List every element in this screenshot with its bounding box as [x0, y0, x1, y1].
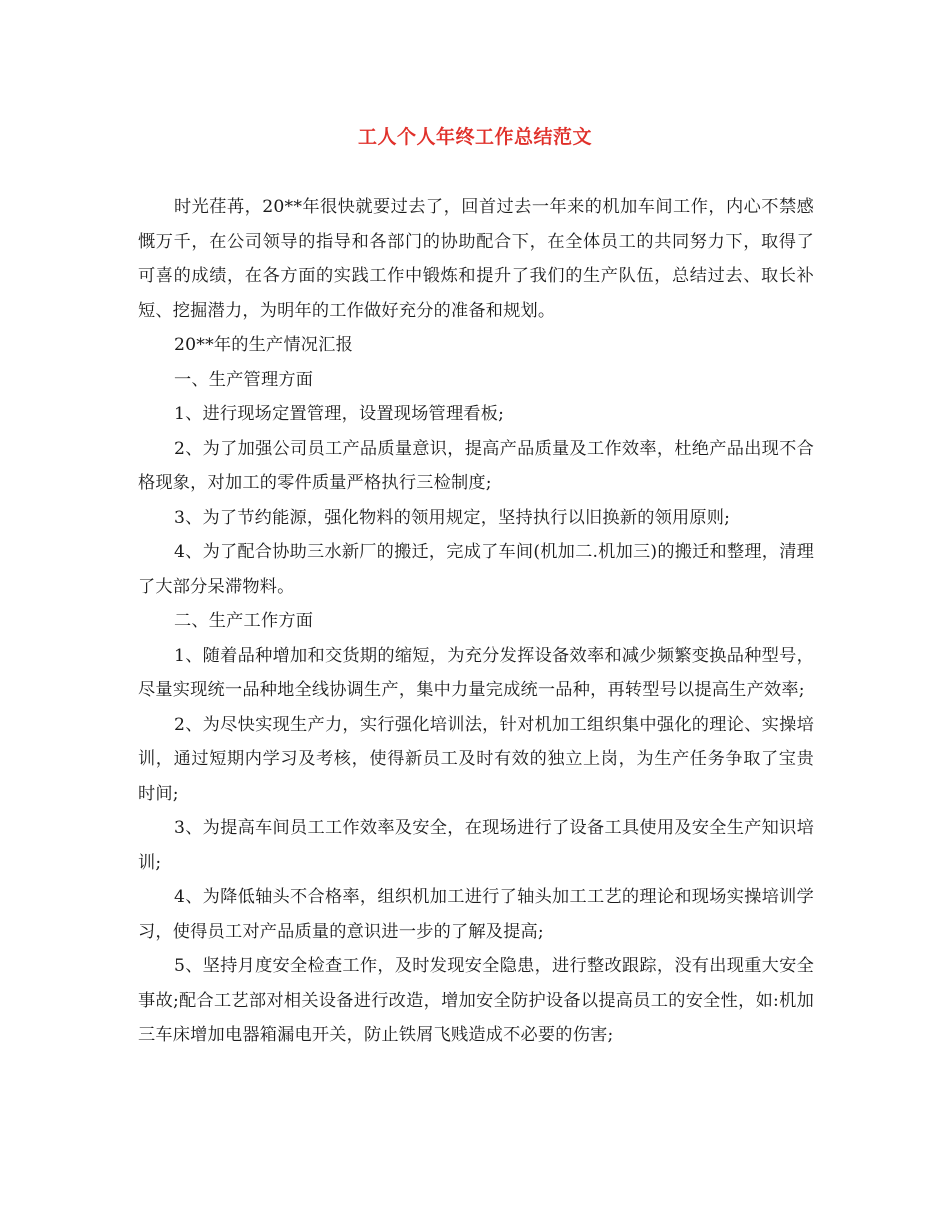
paragraph-work-item-5: 5、坚持月度安全检查工作，及时发现安全隐患，进行整改跟踪，没有出现重大安全事故;配合工艺部对相关设备进行改造，增加安全防护设备以提高员工的安全性，如:机加三车床增加电器箱漏电开关，防止铁屑飞贱造成不必要的伤害; — [138, 956, 814, 1045]
paragraph-intro: 时光荏苒，20**年很快就要过去了，回首过去一年来的机加车间工作，内心不禁感慨万千，在公司领导的指导和各部门的协助配合下，在全体员工的共同努力下，取得了可喜的成绩，在各方面的实践工作中锻炼和提升了我们的生产队伍，总结过去、取长补短、挖掘潜力，为明年的工作做好充分的准备和规划。 — [138, 197, 814, 321]
document-title: 工人个人年终工作总结范文 — [357, 126, 592, 148]
paragraph-work-item-2: 2、为尽快实现生产力，实行强化培训法，针对机加工组织集中强化的理论、实操培训，通过短期内学习及考核，使得新员工及时有效的独立上岗，为生产任务争取了宝贵时间; — [138, 714, 814, 804]
section-heading-production-work: 二、生产工作方面 — [174, 611, 314, 631]
paragraph-work-item-3: 3、为提高车间员工工作效率及安全，在现场进行了设备工具使用及安全生产知识培训; — [138, 818, 814, 873]
paragraph-work-item-4: 4、为降低轴头不合格率，组织机加工进行了轴头加工工艺的理论和现场实操培训学习，使得员工对产品质量的意识进一步的了解及提高; — [138, 887, 814, 942]
paragraph-work-item-1: 1、随着品种增加和交货期的缩短，为充分发挥设备效率和减少频繁变换品种型号，尽量实现统一品种地全线协调生产，集中力量完成统一品种，再转型号以提高生产效率; — [138, 645, 814, 700]
paragraph-management-item-3: 3、为了节约能源，强化物料的领用规定，坚持执行以旧换新的领用原则; — [174, 507, 731, 528]
paragraph-report-heading: 20**年的生产情况汇报 — [174, 335, 353, 355]
section-heading-production-management: 一、生产管理方面 — [174, 369, 314, 390]
document-body — [138, 190, 814, 1053]
paragraph-management-item-4: 4、为了配合协助三水新厂的搬迁，完成了车间(机加二.机加三)的搬迁和整理，清理了大部分呆滞物料。 — [138, 542, 814, 597]
paragraph-management-item-2: 2、为了加强公司员工产品质量意识，提高产品质量及工作效率，杜绝产品出现不合格现象，对加工的零件质量严格执行三检制度; — [138, 438, 814, 493]
paragraph-management-item-1: 1、进行现场定置管理，设置现场管理看板; — [174, 404, 505, 424]
